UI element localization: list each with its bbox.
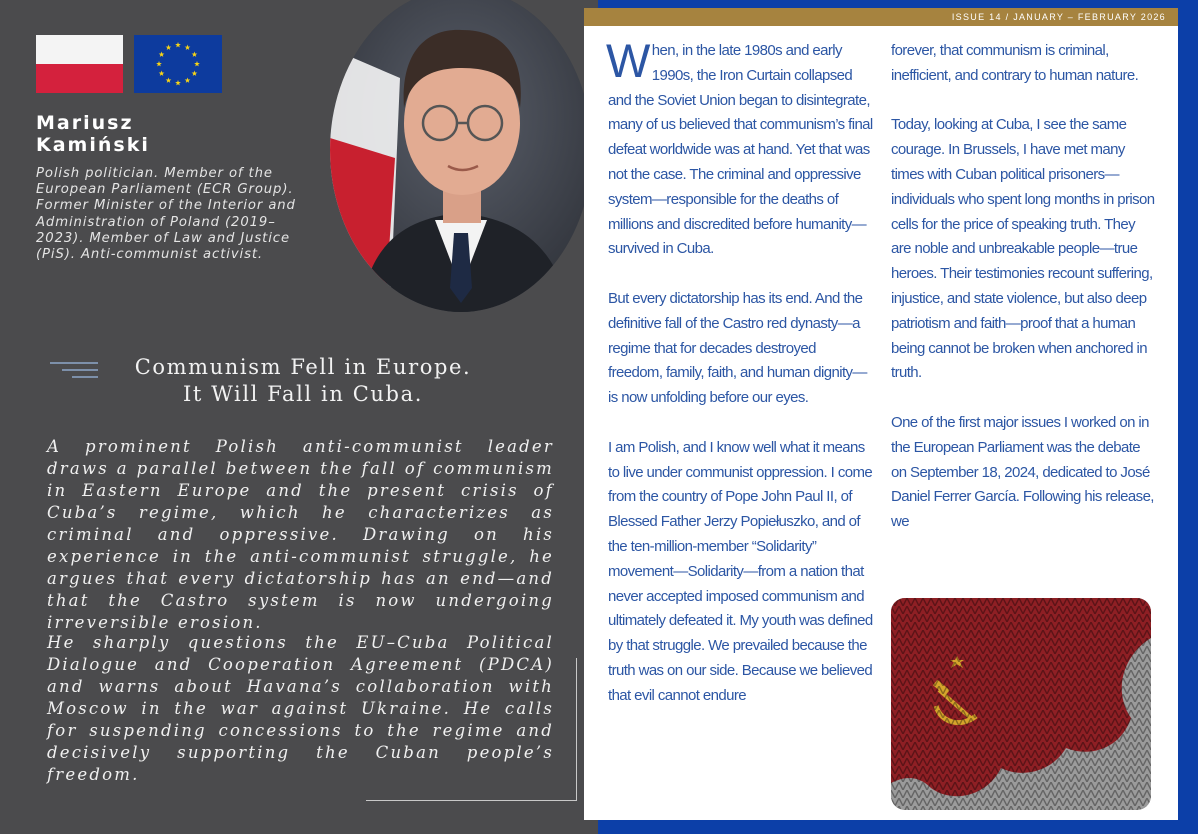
eu-star-icon [185, 77, 191, 82]
drop-cap: W [606, 34, 650, 87]
eu-star-icon [185, 45, 191, 50]
lede-paragraph-1: A prominent Polish anti-communist leader draws a parallel between the fall of communism in Eastern Europe and the present crisis of Cuba’s regime, which he characterizes as criminal and oppressive. Drawing on his experience in the anti-communist struggle, he argues that every dictatorship has an end—and that the Castro system is now undergoing irreversible erosion. [47, 437, 554, 632]
soviet-flag-map-image [891, 598, 1151, 810]
article-paragraph-5: Today, looking at Cuba, I see the same courage. In Brussels, I have met many times with Cuban political prisoners—individuals who spent long months in prison cells for the price of speaking truth. They are noble and unbreakable people—true heroes. Their testimonies recount suffering, injustice, and state violence, but also deep patriotism and faith—proof that a human being cannot be broken when anchored in truth. [891, 116, 1155, 382]
eu-star-icon [192, 52, 198, 57]
issue-bar [584, 8, 1178, 26]
article-page [584, 8, 1178, 820]
paragraph-1-text: hen, in the late 1980s and early 1990s, the Iron Curtain collapsed and the Soviet Union began to disintegrate, many of us believed that communism’s final defeat worldwide was at hand. Yet that was not the case. The criminal and oppressive system—responsible for the deaths of millions and discredited before humanity—survived in Cuba. [608, 42, 873, 258]
article-paragraph-3: I am Polish, and I know well what it means to live under communist oppression. I come from the country of Pope John Paul II, of Blessed Father Jerzy Popiełuszko, and of the ten-million-member “Solidarity” movement—Solidarity—from a nation that never accepted imposed communism and ultimately defeated it. My youth was defined by that struggle. We prevailed because the truth was on our side. Because we believed that evil cannot endure [608, 438, 873, 704]
headline-line-1: Communism Fell in Europe. [134, 355, 472, 379]
author-bio: Polish politician. Member of the European Parliament (ECR Group). Former Minister of the Interior and Administration of Poland (2019–2023). Member of Law and Justice (PiS). Anti-communist activist. [36, 166, 296, 263]
flag-poland-icon [36, 35, 123, 93]
flag-eu-icon [134, 35, 222, 93]
author-last-name: Kamiński [36, 134, 150, 156]
eu-star-icon [175, 80, 181, 85]
article-paragraph-2: But every dictatorship has its end. And the definitive fall of the Castro red dynasty—a regime that for decades destroyed freedom, family, faith, and human dignity—is now unfolding before our eyes. [608, 289, 867, 407]
author-first-name: Mariusz [36, 112, 134, 134]
eu-star-icon [192, 71, 198, 76]
eu-star-icon [194, 61, 200, 66]
article-column-1 [606, 34, 873, 733]
article-paragraph-1 [606, 34, 873, 262]
eu-star-icon [156, 61, 162, 66]
author-portrait [330, 0, 592, 312]
article-paragraph-4: forever, that communism is criminal, inefficient, and contrary to human nature. [891, 42, 1139, 84]
lede-paragraph-2: He sharply questions the EU–Cuba Political Dialogue and Cooperation Agreement (PDCA) and warns about Havana’s collaboration with Moscow in the war against Ukraine. He calls for suspending concessions to the regime and decisively supporting the Cuban people’s freedom. [47, 633, 554, 784]
headline-line-2: It Will Fall in Cuba. [183, 382, 423, 406]
article-column-2 [891, 39, 1157, 560]
eu-star-icon [175, 42, 181, 47]
issue-label: ISSUE 14 / JANUARY – FEBRUARY 2026 [951, 12, 1166, 22]
article-headline [110, 354, 496, 408]
article-paragraph-6: One of the first major issues I worked on in the European Parliament was the debate on September 18, 2024, dedicated to José Daniel Ferrer García. Following his release, we [891, 413, 1154, 531]
eu-star-icon [166, 45, 172, 50]
eu-star-icon [166, 77, 172, 82]
corner-frame-decoration [366, 658, 577, 801]
eu-star-icon [159, 71, 165, 76]
deco-lines-icon [50, 361, 100, 379]
author-name [36, 112, 236, 156]
eu-star-icon [159, 52, 165, 57]
